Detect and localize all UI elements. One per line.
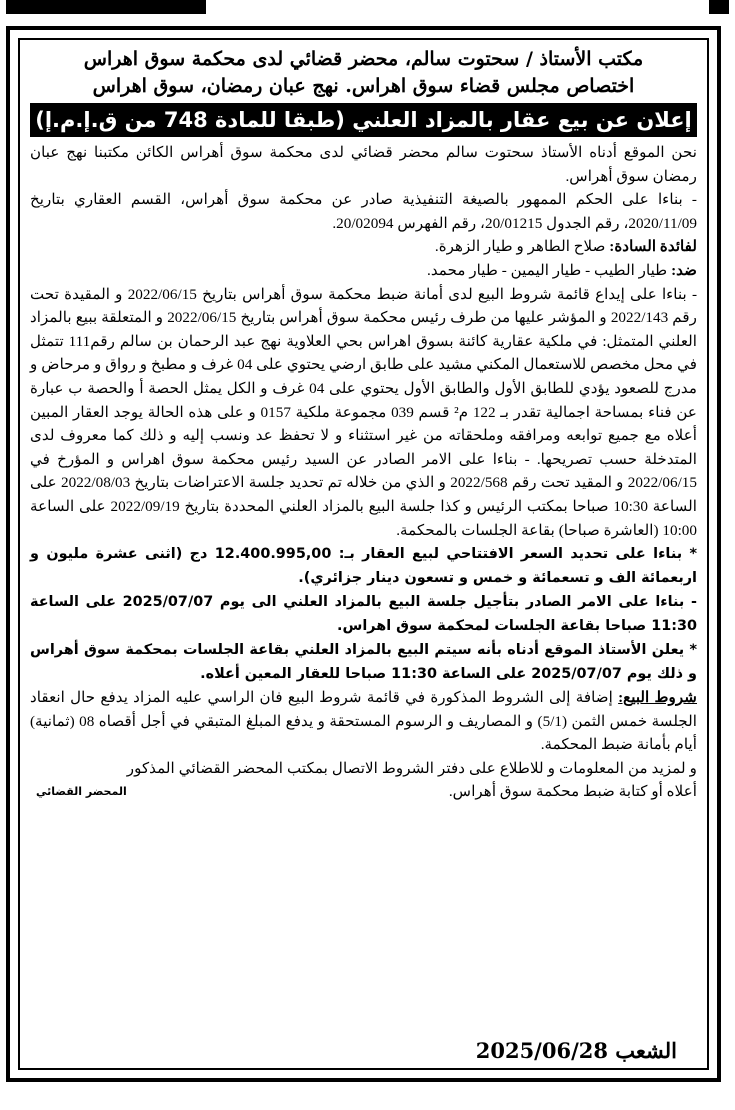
beneficiaries-label: لفائدة السادة: — [609, 238, 697, 256]
opening-price-paragraph: * بناءا على تحديد السعر الافتتاحي لبيع العقار بـ: 12.400.995,00 دج (اثنى عشرة مليون و اربعمائة الف و تسعمائة و خمس و تسعون دينار جزائري). — [30, 546, 697, 587]
sale-conditions-label: شروط البيع: — [618, 689, 697, 707]
top-strip — [0, 0, 735, 18]
top-black-bar-right — [709, 0, 729, 14]
announcement-title: إعلان عن بيع عقار بالمزاد العلني (طبقا للمادة 748 من ق.إ.م.إ) — [30, 103, 697, 137]
closing-row — [30, 757, 697, 804]
top-black-bar-left — [6, 0, 206, 14]
office-header-line-2: اختصاص مجلس قضاء سوق اهراس. نهج عبان رمضان، سوق اهراس — [92, 75, 635, 97]
office-header-line-1: مكتب الأستاذ / سحتوت سالم، محضر قضائي لدى محكمة سوق اهراس — [83, 48, 644, 70]
beneficiaries-paragraph — [30, 235, 697, 259]
against-paragraph — [30, 259, 697, 283]
judgment-paragraph: - بناءا على الحكم الممهور بالصيغة التنفيذية صادر عن محكمة سوق أهراس، القسم العقاري بتاريخ 2020/11/09، رقم الجدول 20/01215، رقم الفهرس 20/02094. — [30, 191, 697, 232]
ad-frame-outer — [6, 26, 721, 1082]
bailiff-signature: المحضر القضائي — [36, 785, 127, 799]
publication-date: 2025/06/28 — [475, 1038, 608, 1063]
postponement-paragraph: - بناءا على الامر الصادر بتأجيل جلسة البيع بالمزاد العلني الى يوم 2025/07/07 على الساعة 11:30 صباحا بقاعة الجلسات لمحكمة سوق اهراس. — [30, 594, 697, 635]
against-label: ضد: — [671, 261, 697, 279]
contact-paragraph: و لمزيد من المعلومات و للاطلاع على دفتر الشروط الاتصال بمكتب المحضر القضائي المذكور أعلاه أو كتابة ضبط محكمة سوق أهراس. — [126, 759, 697, 801]
sale-conditions-paragraph — [30, 686, 697, 757]
property-description-paragraph: - بناءا على إيداع قائمة شروط البيع لدى أمانة ضبط محكمة سوق أهراس بتاريخ 2022/06/15 و المقيدة تحت رقم 2022/143 و المؤشر عليها من طرف رئيس محكمة سوق أهراس بتاريخ 2022/06/15 و المتعلقة ببيع بالمزاد العلني المتمثل: في ملكية عقارية كائنة بسوق اهراس بحي العلاوية نهج عبد الرحمان بن سالم رقم111 تتمثل في محل مخصص للاستعمال المكني مشيد على طابق ارضي يحتوي على 04 غرف و مطبخ و رواق و مرحاض و مدرج للصعود يؤدي للطابق الأول والطابق الأول يحتوي على 04 غرف و الكل يمثل الحصة أ والحصة ب عبارة عن فناء بمساحة اجمالية تقدر بـ 122 م² قسم 039 مجموعة ملكية 0157 و على هذه الحالة يوجد العقار المبين أعلاه مع جميع توابعه ومرافقه وملحقاته من غير استثناء و لا تحفظ عد ونسب إليه و ذلك كما معروف لدى المتدخلة حسب تصريحها. - بناءا على الامر الصادر عن السيد رئيس محكمة سوق اهراس و المؤرخ في 2022/06/15 و المقيد تحت رقم 2022/568 و الذي من خلاله تم تحديد جلسة الاعتراضات بتاريخ 2022/08/03 على الساعة 10:30 صباحا بمكتب الرئيس و كذا جلسة البيع بالمزاد العلني المحددة بتاريخ 2022/09/19 على الساعة 10:00 (العاشرة صباحا) بقاعة الجلسات بالمحكمة. — [30, 285, 698, 539]
newspaper-name: الشعب — [615, 1038, 677, 1063]
sale-conditions-text: إضافة إلى الشروط المذكورة في قائمة شروط البيع فان الراسي عليه المزاد يدفع حال انعقاد الجلسة خمس الثمن (5/1) و المصاريف و الرسوم المستحقة و يدفع المبلغ المتبقي في أجل أقصاه 08 (ثمانية) أيام بأمانة ضبط المحكمة. — [30, 689, 698, 754]
announcement-body — [30, 141, 697, 804]
sale-announcement-paragraph: * يعلن الأستاذ الموقع أدناه بأنه سيتم البيع بالمزاد العلني بقاعة الجلسات بمحكمة سوق أهراس و ذلك يوم 2025/07/07 على الساعة 11:30 صباحا للعقار المعين أعلاه. — [30, 642, 697, 683]
against-names: طيار الطيب - طيار اليمين - طيار محمد. — [427, 261, 672, 279]
beneficiaries-names: صلاح الطاهر و طيار الزهرة. — [434, 238, 610, 256]
newspaper-footer — [470, 1036, 683, 1066]
ad-frame-inner — [18, 38, 709, 1070]
intro-paragraph: نحن الموقع أدناه الأستاذ سحتوت سالم محضر قضائي لدى محكمة سوق أهراس الكائن مكتبنا نهج عبان رمضان سوق أهراس. — [30, 144, 697, 185]
